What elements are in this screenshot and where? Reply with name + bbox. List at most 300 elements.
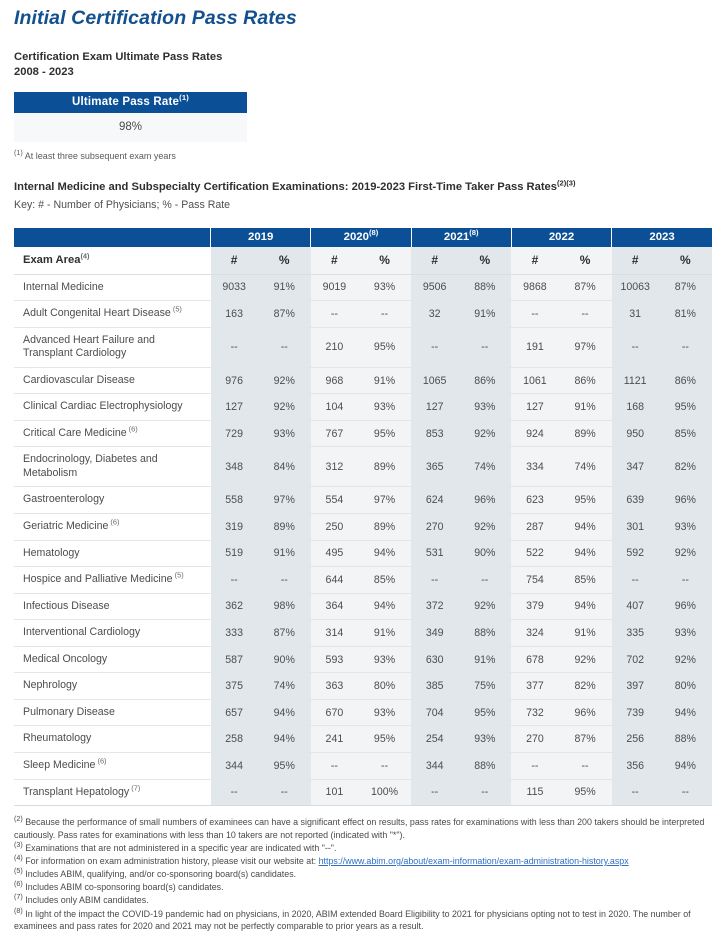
- metric-header-2019-count: #: [211, 247, 258, 275]
- data-cell-2019-rate: --: [258, 779, 311, 806]
- data-cell-2021-rate: 88%: [458, 620, 511, 647]
- footnote-marker: (3): [14, 839, 23, 849]
- footnote-marker: (6): [126, 424, 138, 434]
- data-cell-2021-count: 531: [411, 540, 458, 567]
- data-cell-2020-count: 593: [311, 646, 358, 673]
- exam-area-cell: [14, 779, 211, 806]
- data-cell-2020-count: 364: [311, 593, 358, 620]
- data-cell-2019-rate: --: [258, 567, 311, 594]
- exam-area-cell: [14, 752, 211, 779]
- exam-area-cell: [14, 646, 211, 673]
- data-cell-2023-count: 592: [612, 540, 659, 567]
- table-row: [14, 673, 712, 700]
- exam-area-cell: [14, 367, 211, 394]
- data-cell-2022-rate: 92%: [558, 646, 611, 673]
- year-group-header-2021: [411, 228, 511, 247]
- data-cell-2019-rate: 91%: [258, 274, 311, 301]
- data-cell-2019-count: 587: [211, 646, 258, 673]
- data-cell-2020-rate: 95%: [358, 327, 411, 367]
- footnote-marker: (5): [170, 304, 182, 314]
- metric-header-2020-count: #: [311, 247, 358, 275]
- footnote-marker: (1): [179, 92, 190, 102]
- page-title: Initial Certification Pass Rates: [14, 7, 297, 29]
- data-cell-2023-rate: 80%: [659, 673, 712, 700]
- data-cell-2023-rate: 93%: [659, 620, 712, 647]
- data-cell-2019-rate: 90%: [258, 646, 311, 673]
- ultimate-heading-line-1: Certification Exam Ultimate Pass Rates: [14, 51, 223, 63]
- data-cell-2019-count: 333: [211, 620, 258, 647]
- data-cell-2020-rate: 94%: [358, 593, 411, 620]
- exam-area-name: Transplant Hepatology: [23, 785, 130, 798]
- data-cell-2023-count: 31: [612, 301, 659, 328]
- table-row: [14, 301, 712, 328]
- table-row: [14, 567, 712, 594]
- data-cell-2019-count: 348: [211, 447, 258, 487]
- footnote-marker: (7): [14, 892, 23, 902]
- data-cell-2023-count: --: [612, 327, 659, 367]
- data-cell-2021-count: 704: [411, 699, 458, 726]
- data-cell-2020-rate: 85%: [358, 567, 411, 594]
- data-cell-2023-count: 335: [612, 620, 659, 647]
- main-heading-text: Internal Medicine and Subspecialty Certification Examinations: 2019-2023 First-Time Taker Pass Rates: [14, 180, 557, 193]
- data-cell-2021-count: --: [411, 779, 458, 806]
- data-cell-2022-count: 191: [511, 327, 558, 367]
- exam-area-name: Adult Congenital Heart Disease: [23, 307, 171, 320]
- data-cell-2021-count: --: [411, 327, 458, 367]
- data-cell-2022-count: 377: [511, 673, 558, 700]
- table-key: Key: # - Number of Physicians; % - Pass Rate: [14, 198, 231, 211]
- table-row: [14, 367, 712, 394]
- exam-area-name: Medical Oncology: [23, 652, 108, 665]
- year-group-header-2020: [311, 228, 411, 247]
- data-cell-2020-rate: --: [358, 752, 411, 779]
- data-cell-2019-rate: 97%: [258, 487, 311, 514]
- data-cell-2023-count: 397: [612, 673, 659, 700]
- pass-rates-table-body: [14, 274, 712, 805]
- footnote-text: Includes only ABIM candidates.: [22, 895, 149, 906]
- data-cell-2023-rate: 96%: [659, 593, 712, 620]
- exam-area-name: Advanced Heart Failure and Transplant Cardiology: [23, 333, 155, 360]
- footnote-5: [14, 868, 714, 881]
- metric-header-row: [14, 247, 712, 275]
- data-cell-2019-rate: 95%: [258, 752, 311, 779]
- data-cell-2022-rate: 97%: [558, 327, 611, 367]
- data-cell-2021-rate: 96%: [458, 487, 511, 514]
- data-cell-2023-rate: 94%: [659, 752, 712, 779]
- exam-area-name: Interventional Cardiology: [23, 626, 141, 639]
- data-cell-2020-count: 241: [311, 726, 358, 753]
- data-cell-2023-rate: 94%: [659, 699, 712, 726]
- data-cell-2023-count: 356: [612, 752, 659, 779]
- data-cell-2020-count: 670: [311, 699, 358, 726]
- data-cell-2020-rate: 89%: [358, 447, 411, 487]
- data-cell-2020-count: 314: [311, 620, 358, 647]
- data-cell-2019-count: 319: [211, 514, 258, 541]
- footnote-text: In light of the impact the COVID-19 pandemic had on physicians, in 2020, ABIM extended Board Eligibility to 2021 for physicians opting not to test in 2020. The number of examinees and pass rates for 2020 and 2021 may not be perfectly comparable to prior years as a result.: [14, 908, 691, 932]
- data-cell-2020-count: 250: [311, 514, 358, 541]
- footnote-marker: (8): [14, 905, 23, 915]
- table-row: [14, 540, 712, 567]
- data-cell-2022-rate: 82%: [558, 673, 611, 700]
- footnote-marker: (5): [14, 866, 23, 876]
- data-cell-2020-rate: 80%: [358, 673, 411, 700]
- footnote-marker: (5): [172, 570, 184, 580]
- data-cell-2023-rate: 92%: [659, 646, 712, 673]
- exam-area-cell: [14, 726, 211, 753]
- footnote-marker: (7): [129, 782, 141, 792]
- data-cell-2023-rate: 87%: [659, 274, 712, 301]
- data-cell-2022-count: 1061: [511, 367, 558, 394]
- data-cell-2019-count: 976: [211, 367, 258, 394]
- data-cell-2022-count: --: [511, 301, 558, 328]
- data-cell-2019-count: --: [211, 567, 258, 594]
- metric-header-2022-rate: %: [558, 247, 611, 275]
- exam-area-cell: [14, 673, 211, 700]
- data-cell-2022-count: --: [511, 752, 558, 779]
- exam-area-cell: [14, 540, 211, 567]
- data-cell-2023-count: 950: [612, 420, 659, 447]
- data-cell-2019-count: 558: [211, 487, 258, 514]
- table-row: [14, 394, 712, 421]
- data-cell-2021-rate: 95%: [458, 699, 511, 726]
- exam-area-name: Rheumatology: [23, 732, 92, 745]
- data-cell-2019-count: 163: [211, 301, 258, 328]
- data-cell-2023-rate: 85%: [659, 420, 712, 447]
- ultimate-pass-rate-heading: [14, 50, 714, 80]
- data-cell-2022-count: 924: [511, 420, 558, 447]
- data-cell-2021-rate: 90%: [458, 540, 511, 567]
- data-cell-2021-rate: 91%: [458, 646, 511, 673]
- data-cell-2020-rate: 93%: [358, 274, 411, 301]
- data-cell-2022-count: 127: [511, 394, 558, 421]
- table-row: [14, 514, 712, 541]
- data-cell-2023-count: --: [612, 567, 659, 594]
- data-cell-2019-rate: 94%: [258, 699, 311, 726]
- data-cell-2023-count: 407: [612, 593, 659, 620]
- year-label: 2020: [343, 230, 369, 243]
- year-group-header-2023: [612, 228, 712, 247]
- data-cell-2022-rate: 91%: [558, 620, 611, 647]
- data-cell-2019-rate: 92%: [258, 367, 311, 394]
- ultimate-pass-rate-column-header: [14, 92, 247, 113]
- data-cell-2021-count: 385: [411, 673, 458, 700]
- data-cell-2021-rate: 93%: [458, 726, 511, 753]
- exam-area-name: Pulmonary Disease: [23, 705, 115, 718]
- data-cell-2022-count: 334: [511, 447, 558, 487]
- data-cell-2023-rate: 96%: [659, 487, 712, 514]
- metric-header-2019-rate: %: [258, 247, 311, 275]
- data-cell-2023-count: 639: [612, 487, 659, 514]
- table-row: [14, 447, 712, 487]
- data-cell-2020-rate: 93%: [358, 394, 411, 421]
- data-cell-2019-rate: 84%: [258, 447, 311, 487]
- footnote-marker: (8): [368, 227, 379, 237]
- exam-administration-history-link[interactable]: https://www.abim.org/about/exam-information/exam-administration-history.aspx: [318, 855, 629, 866]
- data-cell-2022-rate: 96%: [558, 699, 611, 726]
- data-cell-2022-count: 754: [511, 567, 558, 594]
- table-row: [14, 726, 712, 753]
- footnote-text: Includes ABIM co-sponsoring board(s) candidates.: [22, 882, 224, 893]
- footnote-marker: (2)(3): [557, 177, 576, 187]
- exam-area-cell: [14, 699, 211, 726]
- ultimate-pass-rate-label: Ultimate Pass Rate: [71, 95, 180, 108]
- footnote-8: [14, 905, 714, 933]
- data-cell-2019-rate: --: [258, 327, 311, 367]
- data-cell-2021-count: 254: [411, 726, 458, 753]
- data-cell-2022-count: 379: [511, 593, 558, 620]
- data-cell-2019-rate: 87%: [258, 620, 311, 647]
- year-label: 2023: [649, 230, 675, 243]
- data-cell-2021-count: 9506: [411, 274, 458, 301]
- data-cell-2020-count: --: [311, 301, 358, 328]
- data-cell-2021-count: 127: [411, 394, 458, 421]
- data-cell-2021-rate: 93%: [458, 394, 511, 421]
- exam-area-name: Clinical Cardiac Electrophysiology: [23, 400, 183, 413]
- year-label: 2022: [548, 230, 575, 243]
- data-cell-2020-rate: 95%: [358, 420, 411, 447]
- data-cell-2023-rate: 92%: [659, 540, 712, 567]
- footnote-text: For information on exam administration history, please visit our website at:: [22, 855, 319, 866]
- data-cell-2021-count: 853: [411, 420, 458, 447]
- data-cell-2021-rate: 88%: [458, 752, 511, 779]
- exam-area-cell: [14, 567, 211, 594]
- data-cell-2023-count: 168: [612, 394, 659, 421]
- data-cell-2020-rate: --: [358, 301, 411, 328]
- data-cell-2023-count: --: [612, 779, 659, 806]
- data-cell-2022-rate: 91%: [558, 394, 611, 421]
- metric-header-2021-count: #: [411, 247, 458, 275]
- data-cell-2020-rate: 93%: [358, 699, 411, 726]
- data-cell-2022-count: 623: [511, 487, 558, 514]
- footnote-text: Because the performance of small numbers of examinees can have a significant effect on results, pass rates for examinations with less than 200 takers should be interpreted cautiously. Pass rates for examinations with less than 10 takers are not reported (indicated with "*").: [14, 817, 705, 840]
- data-cell-2021-count: --: [411, 567, 458, 594]
- data-cell-2022-rate: 87%: [558, 274, 611, 301]
- data-cell-2019-count: --: [211, 327, 258, 367]
- data-cell-2020-count: 495: [311, 540, 358, 567]
- data-cell-2021-count: 344: [411, 752, 458, 779]
- data-cell-2021-count: 32: [411, 301, 458, 328]
- data-cell-2020-rate: 89%: [358, 514, 411, 541]
- main-table-heading: [14, 177, 714, 193]
- data-cell-2021-rate: 92%: [458, 514, 511, 541]
- table-row: [14, 327, 712, 367]
- exam-area-label: Exam Area: [23, 253, 81, 266]
- exam-area-cell: [14, 394, 211, 421]
- footnote-marker: (2): [14, 814, 23, 824]
- data-cell-2020-count: 554: [311, 487, 358, 514]
- table-row: [14, 779, 712, 806]
- exam-area-name: Infectious Disease: [23, 599, 110, 612]
- data-cell-2021-rate: --: [458, 327, 511, 367]
- data-cell-2020-count: 9019: [311, 274, 358, 301]
- exam-area-cell: [14, 593, 211, 620]
- footnote-text: Includes ABIM, qualifying, and/or co-sponsoring board(s) candidates.: [22, 869, 297, 880]
- data-cell-2019-rate: 87%: [258, 301, 311, 328]
- footnote-marker: (6): [95, 756, 107, 766]
- exam-area-cell: [14, 514, 211, 541]
- footnote-marker: (6): [108, 517, 120, 527]
- table-row: [14, 699, 712, 726]
- year-group-header-2019: [211, 228, 311, 247]
- data-cell-2022-count: 522: [511, 540, 558, 567]
- data-cell-2020-count: 101: [311, 779, 358, 806]
- footnote-4: [14, 855, 714, 868]
- data-cell-2023-rate: --: [659, 779, 712, 806]
- data-cell-2019-count: 127: [211, 394, 258, 421]
- data-cell-2023-rate: 93%: [659, 514, 712, 541]
- data-cell-2020-rate: 95%: [358, 726, 411, 753]
- data-cell-2019-count: 344: [211, 752, 258, 779]
- exam-area-name: Gastroenterology: [23, 493, 105, 506]
- data-cell-2022-count: 9868: [511, 274, 558, 301]
- exam-area-cell: [14, 327, 211, 367]
- data-cell-2020-count: 644: [311, 567, 358, 594]
- footnote-3: [14, 839, 714, 855]
- data-cell-2022-rate: 74%: [558, 447, 611, 487]
- exam-area-name: Hematology: [23, 546, 80, 559]
- data-cell-2021-rate: --: [458, 567, 511, 594]
- data-cell-2022-rate: 87%: [558, 726, 611, 753]
- data-cell-2022-rate: 94%: [558, 514, 611, 541]
- data-cell-2019-count: 657: [211, 699, 258, 726]
- data-cell-2023-rate: 88%: [659, 726, 712, 753]
- data-cell-2019-rate: 94%: [258, 726, 311, 753]
- exam-area-name: Nephrology: [23, 679, 78, 692]
- data-cell-2021-count: 372: [411, 593, 458, 620]
- data-cell-2023-count: 347: [612, 447, 659, 487]
- data-cell-2022-rate: 94%: [558, 540, 611, 567]
- data-cell-2019-count: 729: [211, 420, 258, 447]
- data-cell-2019-count: 375: [211, 673, 258, 700]
- data-cell-2021-rate: 91%: [458, 301, 511, 328]
- data-cell-2021-rate: 92%: [458, 593, 511, 620]
- table-row: [14, 113, 247, 142]
- data-cell-2020-rate: 94%: [358, 540, 411, 567]
- exam-area-name: Geriatric Medicine: [23, 520, 109, 533]
- footnote-6: [14, 881, 714, 894]
- exam-area-name: Critical Care Medicine: [23, 426, 127, 439]
- data-cell-2021-rate: 92%: [458, 420, 511, 447]
- exam-area-cell: [14, 274, 211, 301]
- data-cell-2021-rate: 75%: [458, 673, 511, 700]
- data-cell-2022-rate: --: [558, 752, 611, 779]
- data-cell-2023-rate: 86%: [659, 367, 712, 394]
- footnote-text: Examinations that are not administered in a specific year are indicated with "--".: [22, 842, 337, 853]
- table-row: [14, 420, 712, 447]
- table-header-row: [14, 92, 247, 113]
- footnote-text: At least three subsequent exam years: [22, 150, 176, 161]
- pass-rates-table: [14, 228, 712, 806]
- footnote-2: [14, 816, 714, 841]
- data-cell-2021-count: 630: [411, 646, 458, 673]
- data-cell-2023-rate: 82%: [659, 447, 712, 487]
- footnote-marker: (4): [80, 250, 90, 260]
- year-group-header-row: [14, 228, 712, 247]
- data-cell-2019-rate: 93%: [258, 420, 311, 447]
- data-cell-2020-rate: 93%: [358, 646, 411, 673]
- data-cell-2022-count: 287: [511, 514, 558, 541]
- metric-header-2023-count: #: [612, 247, 659, 275]
- data-cell-2023-rate: --: [659, 327, 712, 367]
- table-row: [14, 274, 712, 301]
- ultimate-pass-rate-table: [14, 92, 247, 142]
- data-cell-2022-rate: 94%: [558, 593, 611, 620]
- data-cell-2020-count: 363: [311, 673, 358, 700]
- data-cell-2023-rate: 95%: [659, 394, 712, 421]
- footnotes-block: [14, 816, 714, 933]
- exam-area-name: Internal Medicine: [23, 280, 104, 293]
- data-cell-2019-count: 258: [211, 726, 258, 753]
- data-cell-2019-rate: 91%: [258, 540, 311, 567]
- data-cell-2021-rate: 88%: [458, 274, 511, 301]
- data-cell-2022-count: 678: [511, 646, 558, 673]
- data-cell-2020-count: 767: [311, 420, 358, 447]
- data-cell-2022-count: 115: [511, 779, 558, 806]
- footnote-marker: (1): [14, 147, 23, 157]
- year-label: 2021: [443, 230, 470, 243]
- data-cell-2023-count: 739: [612, 699, 659, 726]
- data-cell-2019-count: 9033: [211, 274, 258, 301]
- data-cell-2022-rate: 95%: [558, 779, 611, 806]
- data-cell-2022-count: 732: [511, 699, 558, 726]
- data-cell-2023-rate: --: [659, 567, 712, 594]
- metric-header-2020-rate: %: [358, 247, 411, 275]
- data-cell-2020-count: 968: [311, 367, 358, 394]
- data-cell-2023-count: 301: [612, 514, 659, 541]
- data-cell-2020-rate: 100%: [358, 779, 411, 806]
- exam-area-column-header: [14, 247, 211, 275]
- data-cell-2023-count: 1121: [612, 367, 659, 394]
- data-cell-2021-rate: 74%: [458, 447, 511, 487]
- footnote-marker: (8): [469, 227, 479, 237]
- year-group-header-2022: [511, 228, 611, 247]
- data-cell-2023-count: 256: [612, 726, 659, 753]
- data-cell-2021-count: 624: [411, 487, 458, 514]
- exam-area-name: Cardiovascular Disease: [23, 373, 135, 386]
- data-cell-2021-count: 1065: [411, 367, 458, 394]
- metric-header-2022-count: #: [511, 247, 558, 275]
- data-cell-2023-count: 10063: [612, 274, 659, 301]
- exam-area-cell: [14, 447, 211, 487]
- exam-area-name: Endocrinology, Diabetes and Metabolism: [23, 453, 158, 479]
- exam-area-cell: [14, 420, 211, 447]
- data-cell-2022-rate: 86%: [558, 367, 611, 394]
- data-cell-2023-count: 702: [612, 646, 659, 673]
- data-cell-2020-rate: 91%: [358, 620, 411, 647]
- data-cell-2020-count: 312: [311, 447, 358, 487]
- exam-area-cell: [14, 487, 211, 514]
- exam-area-cell: [14, 620, 211, 647]
- data-cell-2020-rate: 97%: [358, 487, 411, 514]
- data-cell-2020-count: --: [311, 752, 358, 779]
- data-cell-2022-count: 270: [511, 726, 558, 753]
- data-cell-2019-rate: 89%: [258, 514, 311, 541]
- data-cell-2022-rate: 89%: [558, 420, 611, 447]
- exam-area-name: Hospice and Palliative Medicine: [23, 573, 173, 586]
- table-row: [14, 752, 712, 779]
- data-cell-2022-rate: 95%: [558, 487, 611, 514]
- exam-area-cell: [14, 301, 211, 328]
- data-cell-2020-count: 104: [311, 394, 358, 421]
- exam-area-name: Sleep Medicine: [23, 758, 96, 771]
- table-row: [14, 646, 712, 673]
- year-label: 2019: [248, 230, 274, 243]
- data-cell-2021-count: 349: [411, 620, 458, 647]
- data-cell-2021-count: 365: [411, 447, 458, 487]
- metric-header-2021-rate: %: [458, 247, 511, 275]
- data-cell-2022-rate: 85%: [558, 567, 611, 594]
- data-cell-2020-rate: 91%: [358, 367, 411, 394]
